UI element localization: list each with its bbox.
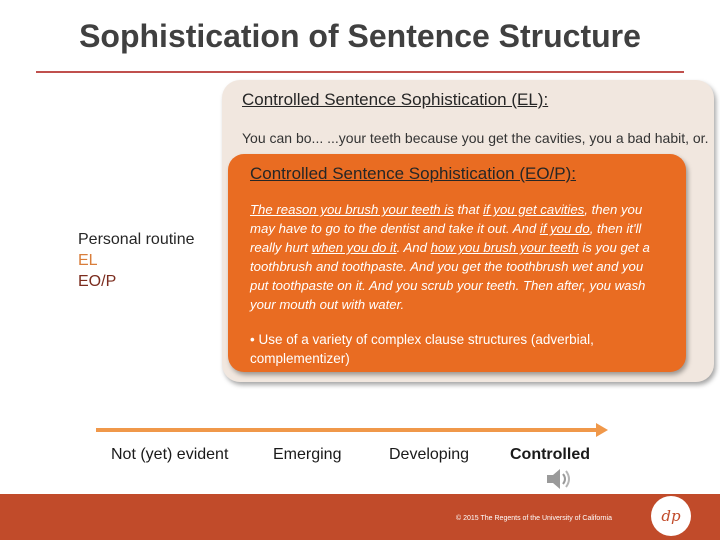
underlined-clause: if you do [539, 221, 590, 236]
text-segment: , then it'll really hurt [250, 221, 642, 255]
category-labels [78, 229, 195, 292]
eop-card-bullet [250, 330, 660, 368]
eop-card-bullet-text: Use of a variety of complex clause structures (adverbial, complementizer) [250, 332, 594, 366]
scale-label-controlled: Controlled [510, 446, 590, 463]
bullet-icon: • [250, 332, 259, 347]
text-segment: that [453, 202, 484, 217]
underlined-clause: if you get cavities [483, 202, 585, 217]
el-card-text: You can bo... ...your teeth because you get the cavities, you a bad habit, or. [242, 130, 709, 146]
eop-label: EO/P [78, 273, 117, 290]
category-label: Personal routine [78, 231, 195, 248]
scale-label-not-yet-evident: Not (yet) evident [111, 446, 229, 463]
eop-card-text [250, 200, 662, 314]
scale-label-developing: Developing [389, 446, 470, 463]
scale-label-emerging: Emerging [273, 446, 342, 463]
speaker-icon[interactable] [544, 464, 574, 494]
eop-example-card [228, 154, 686, 372]
underlined-clause: how you brush your teeth [430, 240, 579, 255]
scale-arrow-icon [596, 423, 608, 437]
underlined-clause: when you do it [311, 240, 397, 255]
text-segment: is you get a toothbrush and toothpaste. And you get the toothbrush wet and you put toothpaste on it. And you scrub your teeth. Then after, you wash your mouth out with water. [250, 240, 650, 312]
el-card-heading: Controlled Sentence Sophistication (EL): [242, 90, 549, 109]
logo-text: dp [661, 507, 681, 525]
underlined-clause: The reason you brush your teeth is [250, 202, 454, 217]
progress-scale-line [96, 428, 600, 432]
footer-bar [0, 494, 720, 540]
el-label: EL [78, 252, 98, 269]
eop-card-heading: Controlled Sentence Sophistication (EO/P): [250, 164, 577, 183]
text-segment: . And [396, 240, 431, 255]
organization-logo [651, 496, 691, 536]
text-segment: , then you may have to go to the dentist and take it out. And [250, 202, 643, 236]
page-title: Sophistication of Sentence Structure [79, 18, 641, 54]
title-divider [36, 71, 684, 73]
